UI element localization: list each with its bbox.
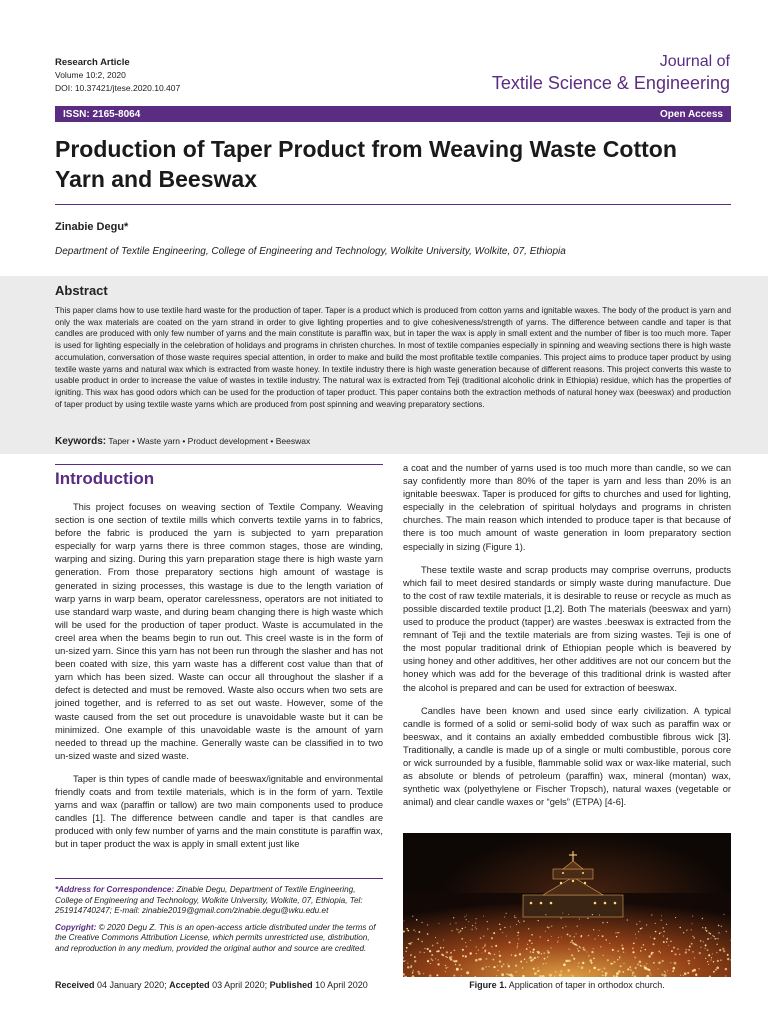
church-candles-illustration — [403, 833, 731, 977]
left-column — [55, 464, 383, 861]
journal-line1: Journal of — [659, 53, 730, 70]
correspondence-box — [55, 878, 383, 955]
abstract-heading: Abstract — [55, 283, 108, 298]
copyright-label: Copyright: — [55, 922, 97, 932]
keywords-list: Taper • Waste yarn • Product development • Beeswax — [108, 436, 311, 446]
doi: DOI: 10.37421/jtese.2020.10.407 — [55, 83, 181, 93]
author: Zinabie Degu* — [55, 221, 129, 233]
keywords-label: Keywords: — [55, 436, 107, 447]
right-column — [403, 462, 731, 819]
accepted-label: Accepted — [169, 980, 210, 990]
article-dates — [55, 980, 368, 990]
figure-caption — [403, 980, 731, 990]
paragraph-1: This project focuses on weaving section of Textile Company. Weaving section is one section of textile mills which converts textile yarns in to fabrics, before the fabric is produced the yarn is subjected to yarn preparation especially for warp yarns there is three common stages, those are winding, warping and sizing. During this yarn preparation stage there is high waste yarn generation. From those preparatory sections high amount of wastage is generated in sizing processes, this wastage is due to the length variation of warp yarns in warp beam, operator carelessness, operators are not initiated to use standard warp waste, and during beam changing there is high waste which will be used for the production of taper product. Waste is accumulated in the creel area when the beams begin to run out. This creel waste is in the form of un-sized yarn. Since this yarn has not been run through the slasher and has not been coated with size, this yarn waste has a different cost value than that of yarn which has been sized. Waste can occur all throughout the slasher if a defect is detected and must be removed. Waste also occurs when two sets are joined together, and is referred to as set out waste. However, some of the waste caused from the set out procedure is unavoidable waste but it can be minimized. One example of this unavoidable waste is the amount of yarn needed to thread up the machine. Generally waste can be classified in to two un-sized waste and sized waste. — [55, 502, 383, 761]
accepted-date: 03 April 2020; — [209, 980, 270, 990]
affiliation: Department of Textile Engineering, College of Engineering and Technology, Wolkite University, Wolkite, 07, Ethiopia — [55, 246, 566, 257]
issn: ISSN: 2165-8064 — [63, 108, 141, 120]
figure-1-image — [403, 833, 731, 977]
paragraph-4: These textile waste and scrap products may comprise overruns, products which fail to meet desired standards or simply waste during manufacture. Due to the cost of raw textile materials, it is desirable to reuse or recycle as much as possible discarded textile product [1,2]. Both The materials (beeswax and yarn) used to produce the product (tapper) are wastes .beeswax is extracted from the remnant of Teji and the textile materials are from sizing wastes. Teji is one of the most popular traditional drink of Ethiopian people which is beavered by using honey and other additives, her other additives are not our concern but the honey which was add for the beverage of this traditional drink is wasted after the alcohol is prepared and can be used for extraction of beeswax. — [403, 564, 731, 693]
published-label: Published — [269, 980, 313, 990]
abstract-text: This paper clams how to use textile hard waste for the production of taper. Taper is a product which is produced from cotton yarns and ignitable waxes. The body of the product is yarn and only the wax materials are coated on the yarn strand in order to give lighting properties and to give cohesiveness/strength of yarns. The difference between candle and taper is that candles are produced with only few number of yarns and the main constitute is paraffin wax, but in taper the wax is apply in small extent and the number of fiber is too much more. Taper is used for lighting especially in the celebration of holidays and programs in christen churches. In most of textile companies especially in spinning and weaving sections there is high waste accumulation, conversation of those waste requires special attention, in order to make and build the most profitable textile companies. This project aims to produce taper product by using textile waste yarns and natural wax which is extracted from waste honey. In textile industry there is high waste generation because of different reasons. This project converts this waste to usable product in order to increase the value of wastes in textile industry. The natural wax is extracted from Teji (traditional alcoholic drink in Ethiopia) residue, which has the properties of igniting. This wax has good odors which can be used for the production of taper product. This paper contains both the extraction methods of natural honey wax (beeswax) and production of taper product by using textile waste yarns which are produced from post spinning and weaving preparatory sections. — [55, 306, 731, 409]
paragraph-2: Taper is thin types of candle made of beeswax/ignitable and environmental friendly coats and from textile materials, which is in the form of yarn. Textile yarns and wax (paraffin or tallow) are two main components used to produce candles [1]. The difference between candle and taper is that candles are produced with only few number of yarns and the main constitute is paraffin wax, but in taper product the wax is apply in small extent just like — [55, 773, 383, 850]
figure-caption-text: Application of taper in orthodox church. — [506, 980, 665, 990]
issn-bar — [55, 106, 731, 122]
keywords — [55, 436, 310, 447]
journal-name — [492, 52, 730, 94]
copyright — [55, 923, 383, 955]
copyright-text: © 2020 Degu Z. This is an open-access article distributed under the terms of the Creative Commons Attribution License, which permits unrestricted use, distribution, and reproduction in any medium, provided the original author and source are credited. — [55, 922, 376, 953]
correspondence — [55, 885, 383, 917]
received-label: Received — [55, 980, 95, 990]
correspondence-label: *Address for Correspondence: — [55, 885, 175, 894]
title-divider — [55, 204, 731, 205]
article-type: Research Article — [55, 57, 130, 68]
correspondence-text: Zinabie Degu, Department of Textile Engineering, College of Engineering and Technology, Wolkite University, Wolkite, 07, Ethiopia, Tel: 251914740247; E-mail: zinabie2019@gmail.com/zinabie.degu@wku.edu.et — [55, 885, 363, 916]
introduction-heading: Introduction — [55, 469, 155, 488]
received-date: 04 January 2020; — [94, 980, 170, 990]
figure-label: Figure 1. — [469, 980, 507, 990]
open-access: Open Access — [660, 108, 723, 120]
volume: Volume 10:2, 2020 — [55, 70, 126, 80]
paragraph-3: a coat and the number of yarns used is too much more than candle, so we can say confidently more than 80% of the taper is yarn and less than 20% is an ignitable beeswax. Taper is produced for gifts to churches and used for lighting, especially in the celebration of spiritual holydays and programs in christen churches. The main reason which intended to produce taper is that because of there is too much amount of waste generation in loom preparatory section especially in sizing (Figure 1). — [403, 463, 731, 552]
paragraph-5: Candles have been known and used since early civilization. A typical candle is formed of a solid or semi-solid body of wax such as paraffin wax or beeswax, and it contains an axially embedded combustible fibrous wick [3]. Traditionally, a candle is made up of a single or multi combustible, porous core or wick surrounded by a fusible, flammable solid wax or wax-like material, such as absolute or blends of petroleum (paraffin) wax, mineral (montan) wax, synthetic wax (polyethylene or Fischer Tropsch), natural waxes (vegetable or animal) and clear candle waxes or “gels” (ETPA) [4-6]. — [403, 705, 731, 808]
published-date: 10 April 2020 — [312, 980, 368, 990]
article-meta — [55, 56, 180, 95]
article-title: Production of Taper Product from Weaving Waste Cotton Yarn and Beeswax — [55, 136, 677, 192]
journal-line2: Textile Science & Engineering — [491, 73, 730, 93]
intro-divider — [55, 464, 383, 465]
